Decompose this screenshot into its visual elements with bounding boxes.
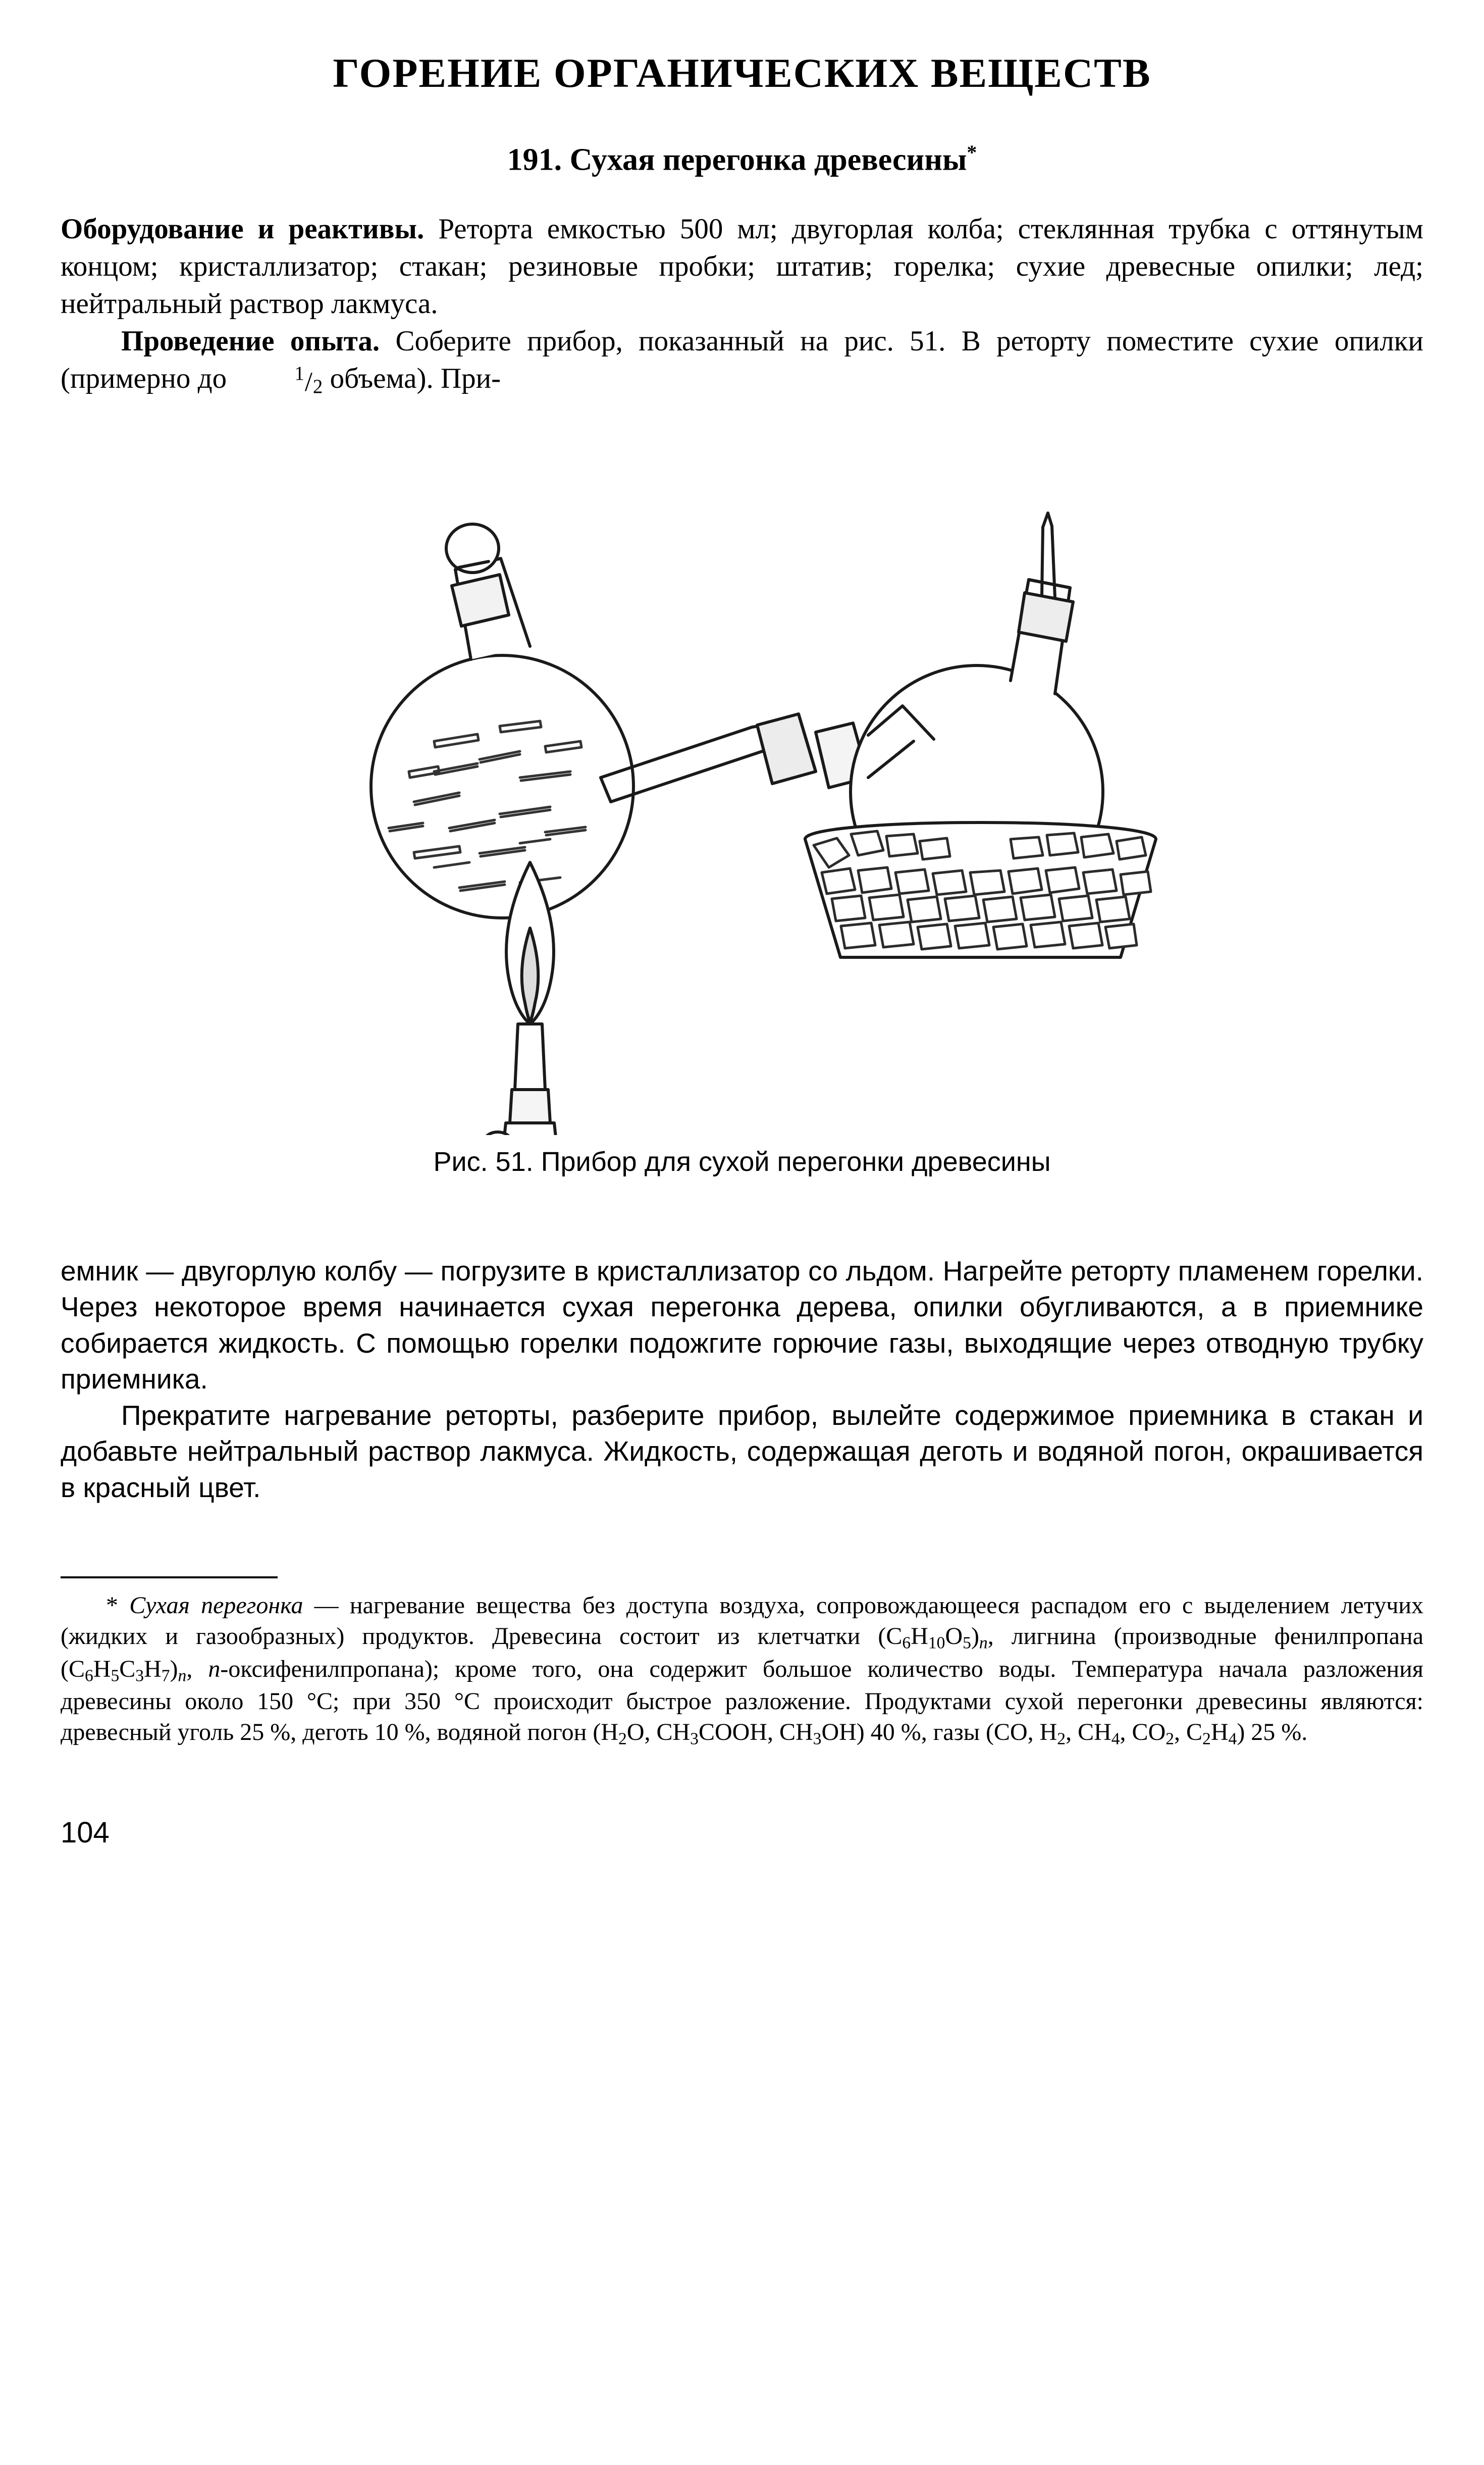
section-title [61, 140, 1423, 178]
fraction-denominator: 2 [312, 376, 323, 398]
footnote-text-2: ) [971, 1622, 979, 1650]
footnote-formula-2-mid: H [93, 1655, 111, 1682]
footnote-sub-9: 3 [690, 1729, 699, 1749]
footnote-formula-1-mid: H [911, 1622, 928, 1650]
footnote-text-1: — нагревание вещества без доступа воздуха, сопровождающееся распадом его с выделением летучих (жидких и газообразных) продуктов. Древесина состоит из клетчатки (C [61, 1592, 1424, 1650]
footnote-formula-1-mid2: O [945, 1622, 963, 1650]
footnote-text-10: , CH [1066, 1718, 1111, 1745]
body-text-before-figure [61, 211, 1423, 400]
section-title-text: 191. Сухая перегонка древесины [507, 142, 967, 177]
footnote-text-6: -оксифенилпропана); кроме того, она содержит большое количество воды. Температура начала разложения древесины около 150 °C; при 350 °C происходит быстрое разложение. Продуктами сухой перегонки древесины являются: древесный уголь 25 %, деготь 10 %, водяной погон (H [61, 1655, 1424, 1745]
footnote-text-13: H [1210, 1718, 1229, 1745]
fraction-numerator: 1 [294, 363, 304, 385]
footnote-sub-1: 6 [902, 1633, 911, 1653]
procedure-text-part2: объема). При- [323, 363, 501, 395]
footnote-text-11: , CO [1120, 1718, 1166, 1745]
footnote-text-7: O, CH [626, 1718, 691, 1745]
footnote-formula-2-n: n [178, 1666, 187, 1685]
footnote-text-9: OH) 40 %, газы (CO, H [821, 1718, 1057, 1745]
footnote-sub-6: 3 [135, 1666, 144, 1685]
footnote-text [61, 1590, 1423, 1750]
footnote-text-4: ) [170, 1655, 178, 1682]
document-page [0, 50, 1484, 2465]
footnote-formula-1-n: n [979, 1633, 988, 1653]
footnote-block [61, 1590, 1423, 1750]
footnote-sub-7: 7 [161, 1666, 170, 1685]
footnote-text-5-italic: п [208, 1655, 221, 1682]
procedure-lead: Проведение опыта. [121, 325, 380, 357]
figure-caption: Рис. 51. Прибор для сухой перегонки древесины [433, 1146, 1051, 1177]
footnote-marker: * [106, 1592, 118, 1619]
footnote-sub-8: 2 [618, 1729, 627, 1749]
footnote-sub-14: 2 [1202, 1729, 1211, 1749]
body-text-after-figure [61, 1253, 1423, 1506]
footnote-sub-4: 6 [85, 1666, 93, 1685]
chapter-title: ГОРЕНИЕ ОРГАНИЧЕСКИХ ВЕЩЕСТВ [333, 50, 1151, 96]
footnote-text-12: , C [1174, 1718, 1203, 1745]
equipment-text: Реторта емкостью 500 мл; двугорлая колба; стеклянная трубка с оттянутым концом; кристаллизатор; стакан; резиновые пробки; штатив; горелка; сухие древесные опилки; лед; нейтральный раствор лакмуса. [61, 213, 1423, 320]
footnote-sub-13: 2 [1165, 1729, 1175, 1749]
footnote-sub-15: 4 [1228, 1729, 1237, 1749]
footnote-sub-2: 10 [928, 1633, 945, 1653]
footnote-divider [61, 1576, 278, 1578]
footnote-sub-5: 5 [111, 1666, 120, 1685]
apparatus-diagram [197, 418, 1287, 1135]
fraction-one-half: $^1/_2$ [294, 363, 323, 398]
footnote-formula-2-mid3: H [144, 1655, 162, 1682]
footnote-sub-10: 3 [813, 1729, 822, 1749]
footnote-text-5: , [186, 1655, 208, 1682]
equipment-lead: Оборудование и реактивы. [61, 213, 425, 245]
footnote-text-3: , лигнина (производные фенилпропана (C [61, 1622, 1423, 1682]
footnote-sub-12: 4 [1111, 1729, 1120, 1749]
equipment-paragraph [61, 211, 1423, 323]
footnote-text-14: ) 25 %. [1237, 1718, 1308, 1745]
footnote-text-8: COOH, CH [698, 1718, 813, 1745]
procedure-paragraph [61, 323, 1423, 400]
footnote-formula-2-mid2: C [119, 1655, 136, 1682]
section-title-footnote-marker: * [967, 141, 977, 164]
page-number: 104 [61, 1816, 110, 1849]
figure-51 [61, 418, 1423, 1177]
footnote-sub-3: 5 [963, 1633, 971, 1653]
paragraph-final: Прекратите нагревание реторты, разберите прибор, вылейте содержимое приемника в стакан и добавьте нейтральный раствор лакмуса. Жидкость, содержащая деготь и водяной погон, окрашивается в красный цвет. [61, 1399, 1423, 1503]
paragraph-continued: емник — двугорлую колбу — погрузите в кристаллизатор со льдом. Нагрейте реторту пламенем горелки. Через некоторое время начинается сухая перегонка дерева, опилки обугливаются, а в приемнике собирается жидкость. С помощью горелки подожгите горючие газы, выходящие через отводную трубку приемника. [61, 1255, 1423, 1395]
procedure-text-part1: Соберите прибор, показанный на рис. 51. В реторту поместите сухие опилки (примерно до [61, 325, 1423, 395]
footnote-sub-11: 2 [1057, 1729, 1066, 1749]
footnote-term: Сухая перегонка [129, 1592, 303, 1619]
